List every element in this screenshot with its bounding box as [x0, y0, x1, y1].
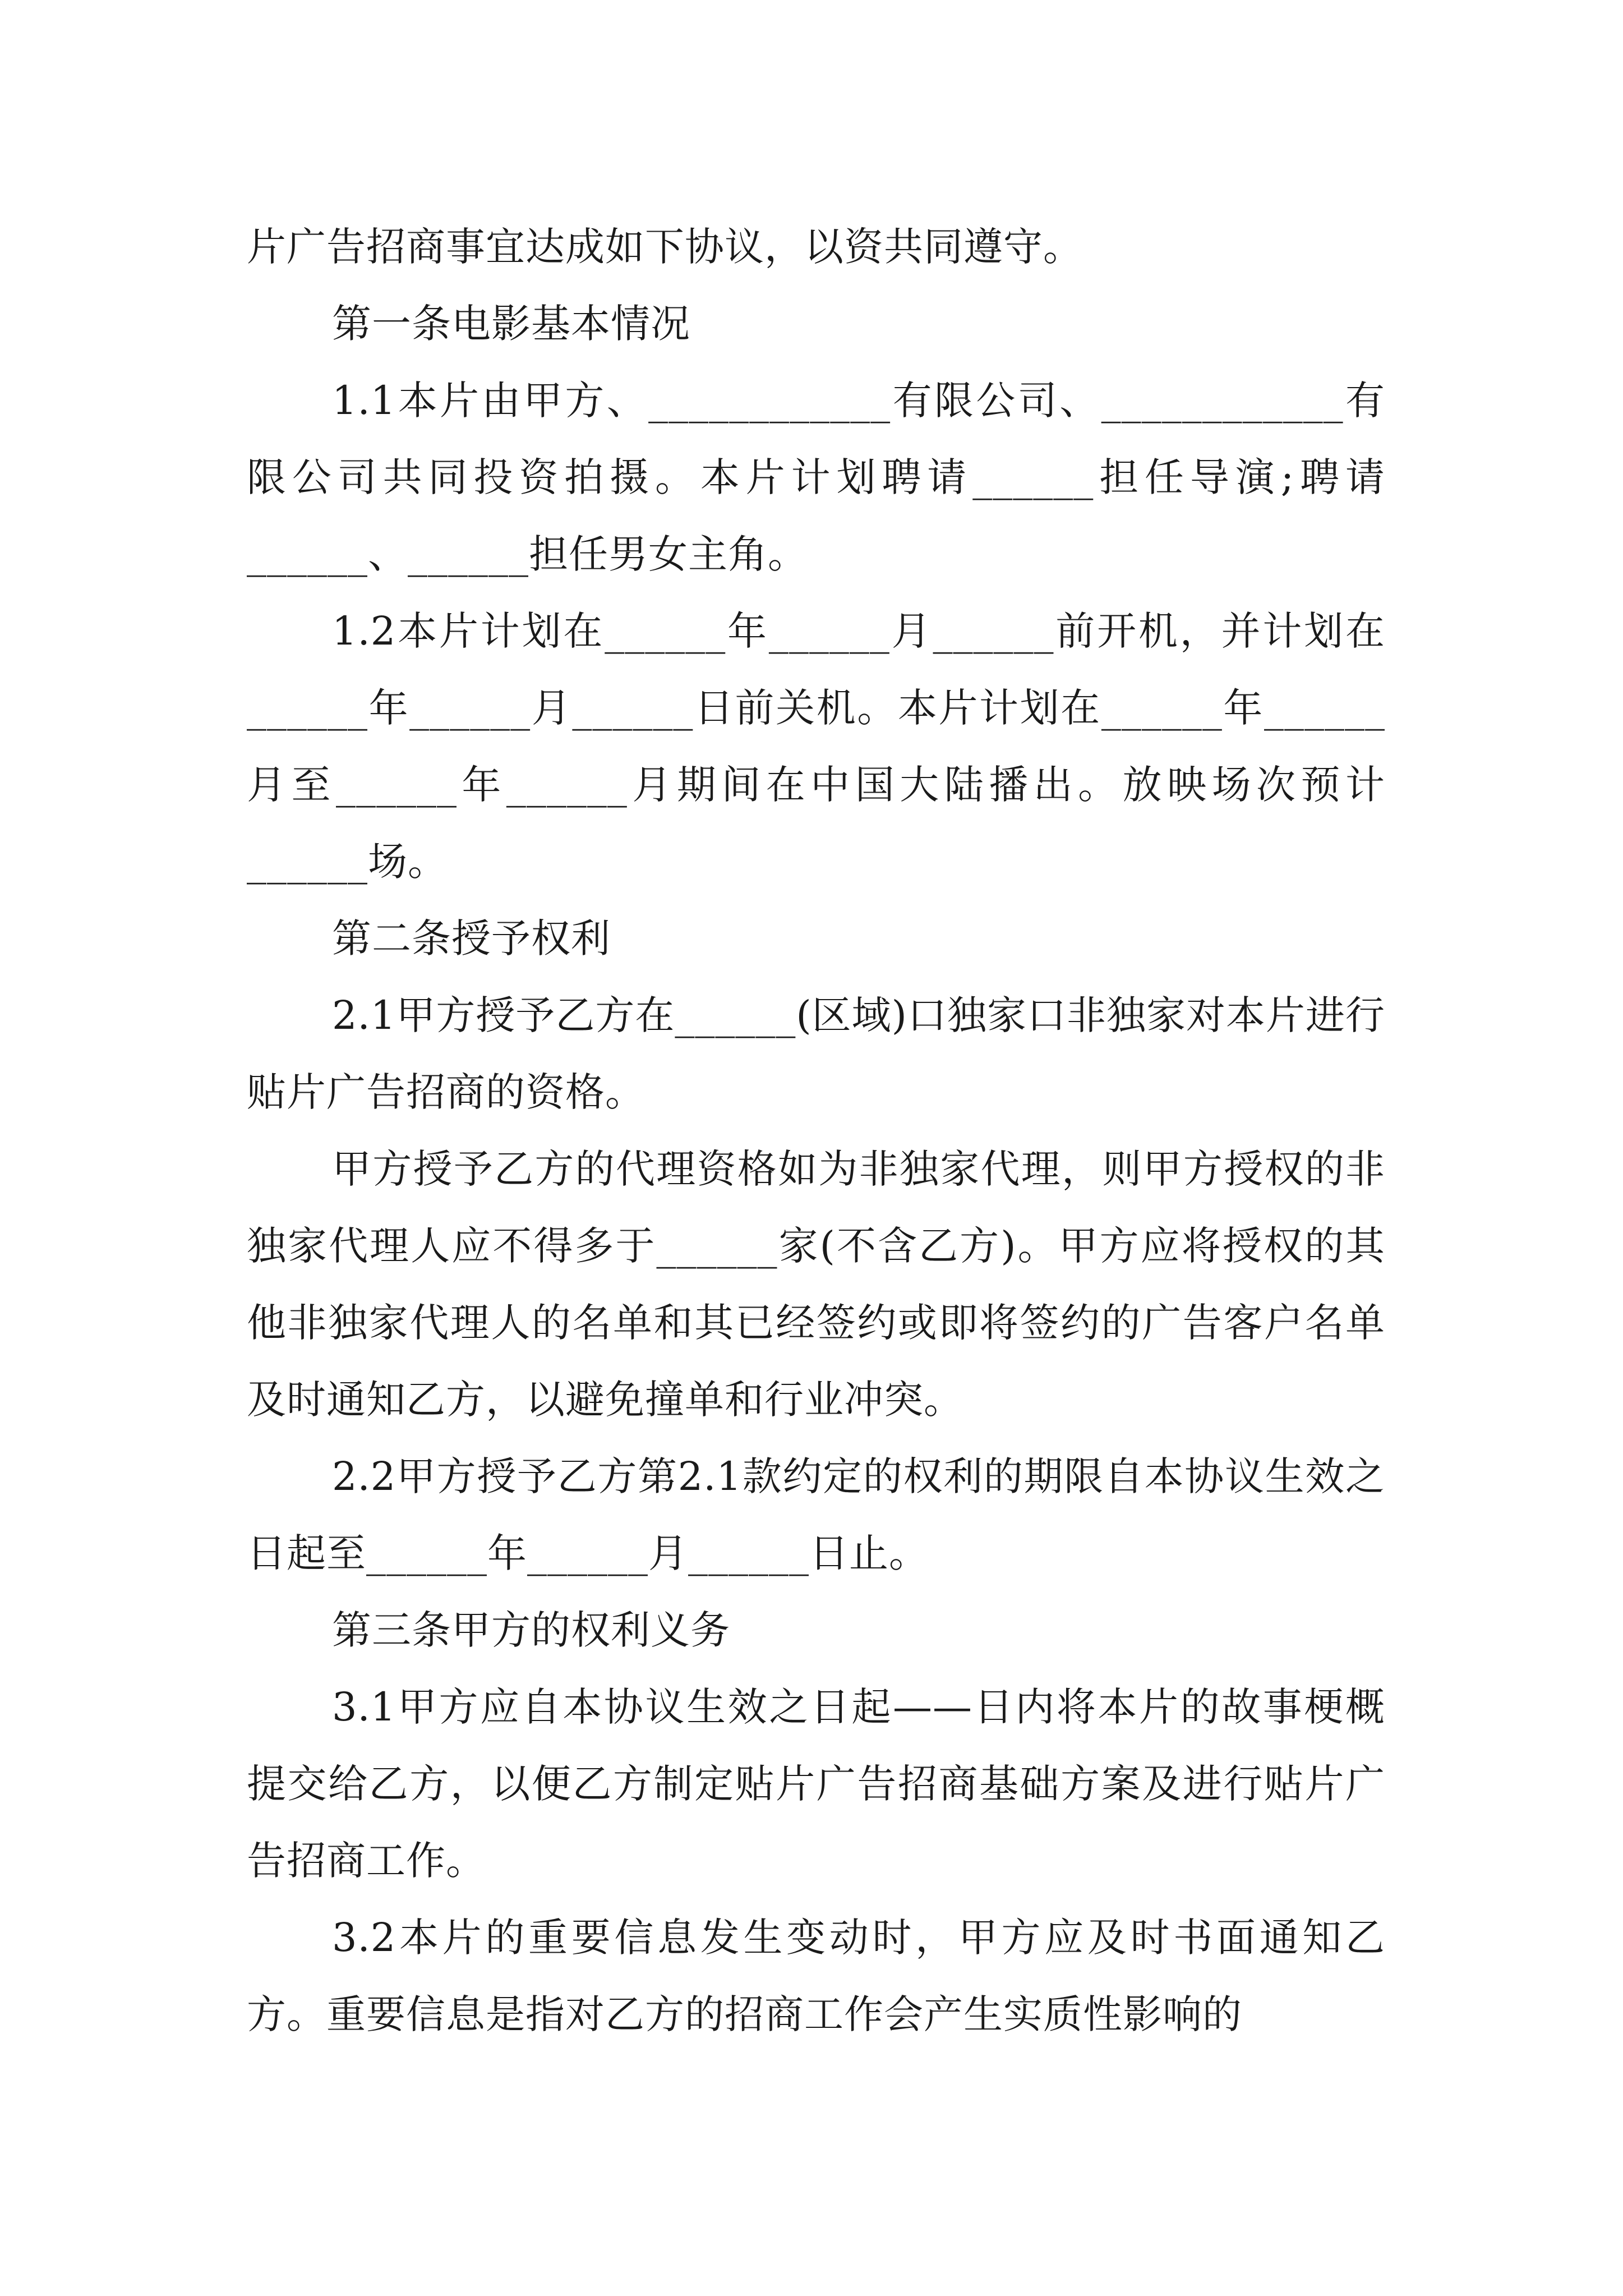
clause-1-2: 1.2本片计划在______年______月______前开机，并计划在______年______月______日前关机。本片计划在______年______月至______年______月期间在中国大陆播出。放映场次预计______场。 — [247, 608, 1385, 885]
section-heading-2: 第二条授予权利 — [332, 915, 611, 961]
clause-1-1: 1.1本片由甲方、____________有限公司、____________有限公司共同投资拍摄。本片计划聘请______担任导演;聘请______、______担任男女主角。 — [247, 378, 1385, 577]
document-page — [247, 209, 1385, 2053]
clause-3-1: 3.1甲方应自本协议生效之日起——日内将本片的故事梗概提交给乙方，以便乙方制定贴片广告招商基础方案及进行贴片广告招商工作。 — [247, 1684, 1385, 1884]
section-heading-1: 第一条电影基本情况 — [332, 301, 690, 347]
clause-3-2: 3.2本片的重要信息发生变动时，甲方应及时书面通知乙方。重要信息是指对乙方的招商工作会产生实质性影响的 — [247, 1915, 1385, 2037]
section-heading-3: 第三条甲方的权利义务 — [332, 1607, 730, 1653]
clause-2-1-note: 甲方授予乙方的代理资格如为非独家代理，则甲方授权的非独家代理人应不得多于______家(不含乙方)。甲方应将授权的其他非独家代理人的名单和其已经签约或即将签约的广告客户名单及时通知乙方，以避免撞单和行业冲突。 — [247, 1146, 1385, 1423]
clause-2-2: 2.2甲方授予乙方第2.1款约定的权利的期限自本协议生效之日起至______年______月______日止。 — [247, 1453, 1385, 1576]
paragraph-continuation: 片广告招商事宜达成如下协议，以资共同遵守。 — [247, 224, 1083, 270]
clause-2-1: 2.1甲方授予乙方在______(区域)口独家口非独家对本片进行贴片广告招商的资格。 — [247, 992, 1385, 1115]
